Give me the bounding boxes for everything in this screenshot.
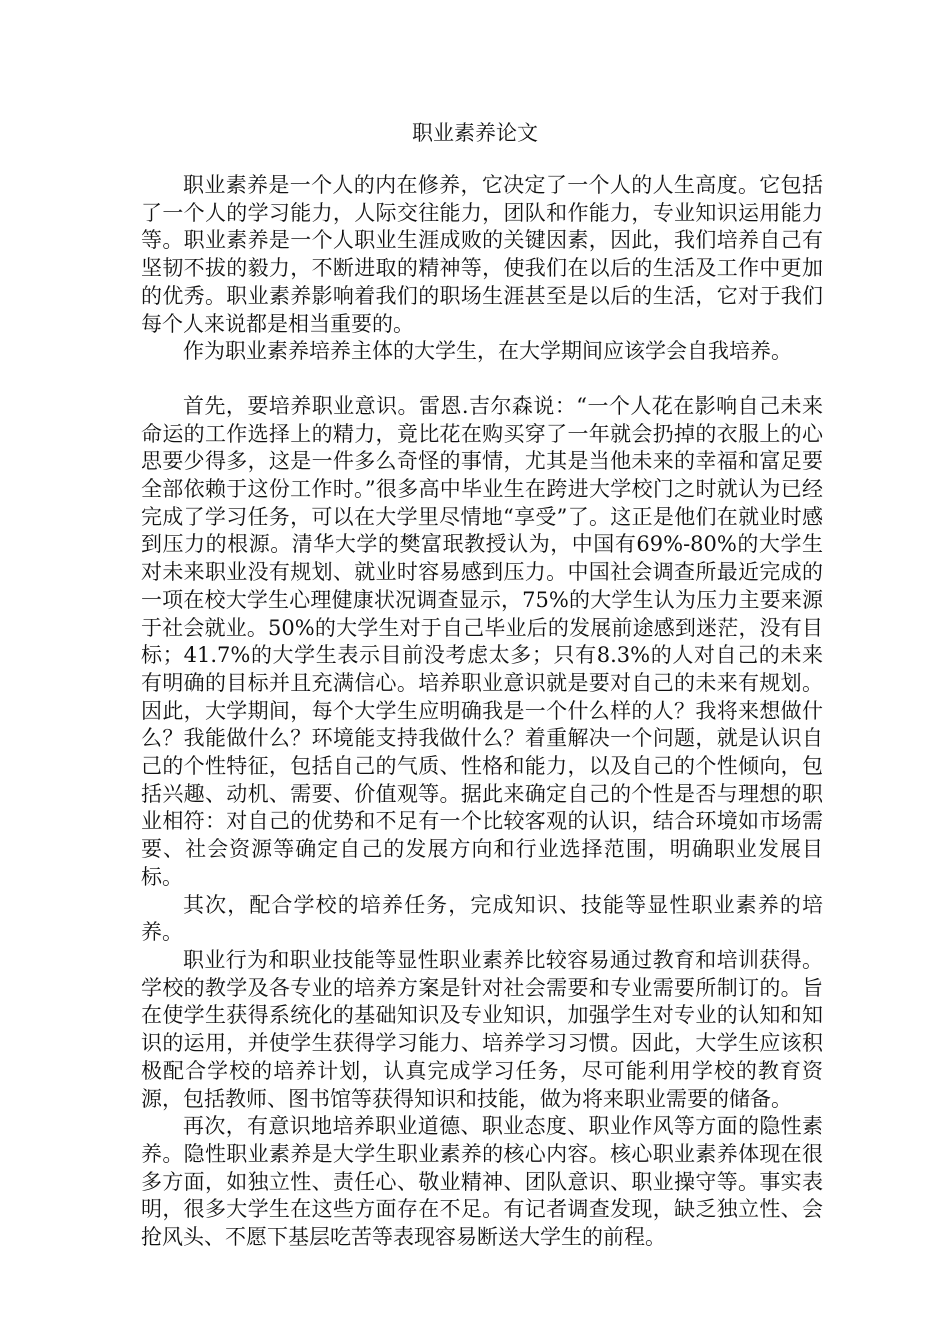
paragraph-intro: 职业素养是一个人的内在修养，它决定了一个人的人生高度。它包括了一个人的学习能力，人际交往能力，团队和作能力，专业知识运用能力等。职业素养是一个人职业生涯成败的关键因素，因此，我们培养自己有坚韧不拔的毅力，不断进取的精神等，使我们在以后的生活及工作中更加的优秀。职业素养影响着我们的职场生涯甚至是以后的生活，它对于我们每个人来说都是相当重要的。 (141, 173, 823, 336)
paragraph-explicit-skills: 职业行为和职业技能等显性职业素养比较容易通过教育和培训获得。学校的教学及各专业的培养方案是针对社会需要和专业需要所制订的。旨在使学生获得系统化的基础知识及专业知识，加强学生对专业的认知和知识的运用，并使学生获得学习能力、培养学习习惯。因此，大学生应该积极配合学校的培养计划，认真完成学习任务，尽可能利用学校的教育资源，包括教师、图书馆等获得知识和技能，做为将来职业需要的储备。 (141, 947, 823, 1111)
document-title: 职业素养论文 (412, 121, 538, 145)
paragraph-school-training: 其次，配合学校的培养任务，完成知识、技能等显性职业素养的培养。 (141, 892, 823, 945)
paragraph-self-cultivation: 作为职业素养培养主体的大学生，在大学期间应该学会自我培养。 (183, 339, 792, 364)
paragraph-implicit-qualities: 再次，有意识地培养职业道德、职业态度、职业作风等方面的隐性素养。隐性职业素养是大学生职业素养的核心内容。核心职业素养体现在很多方面，如独立性、责任心、敬业精神、团队意识、职业操守等。事实表明，很多大学生在这些方面存在不足。有记者调查发现，缺乏独立性、会抢风头、不愿下基层吃苦等表现容易断送大学生的前程。 (141, 1114, 823, 1250)
paragraph-career-awareness: 首先，要培养职业意识。雷恩.吉尔森说：“一个人花在影响自己未来命运的工作选择上的精力，竟比花在购买穿了一年就会扔掉的衣服上的心思要少得多，这是一件多么奇怪的事情，尤其是当他未来的幸福和富足要全部依赖于这份工作时。”很多高中毕业生在跨进大学校门之时就认为已经完成了学习任务，可以在大学里尽情地“享受”了。这正是他们在就业时感到压力的根源。清华大学的樊富珉教授认为，中国有69%-80%的大学生对未来职业没有规划、就业时容易感到压力。中国社会调查所最近完成的一项在校大学生心理健康状况调查显示，75%的大学生认为压力主要来源于社会就业。50%的大学生对于自己毕业后的发展前途感到迷茫，没有目标；41.7%的大学生表示目前没考虑太多；只有8.3%的人对自己的未来有明确的目标并且充满信心。培养职业意识就是要对自己的未来有规划。因此，大学期间，每个大学生应明确我是一个什么样的人？我将来想做什么？我能做什么？环境能支持我做什么？着重解决一个问题，就是认识自己的个性特征，包括自己的气质、性格和能力，以及自己的个性倾向，包括兴趣、动机、需要、价值观等。据此来确定自己的个性是否与理想的职业相符：对自己的优势和不足有一个比较客观的认识，结合环境如市场需要、社会资源等确定自己的发展方向和行业选择范围，明确职业发展目标。 (141, 393, 823, 889)
document-body (141, 172, 823, 1252)
